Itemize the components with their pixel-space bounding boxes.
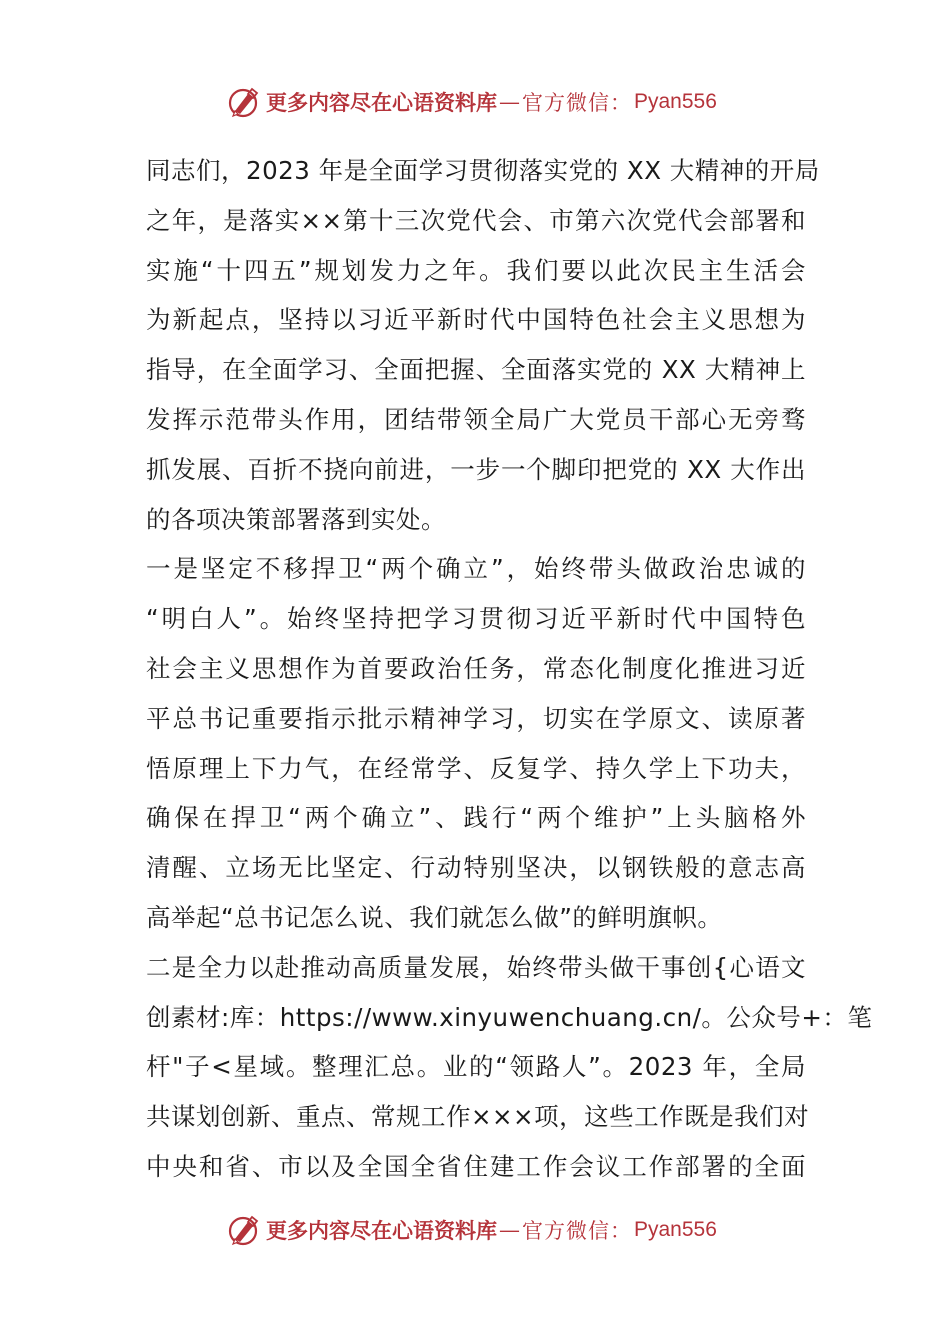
text-line: 发挥示范带头作用，团结带领全局广大党员干部心无旁骛 <box>146 404 806 434</box>
header-wechat-id: Pyan556 <box>634 90 717 113</box>
text-line: 实施“十四五”规划发力之年。我们要以此次民主生活会 <box>146 255 806 285</box>
text-line: 抓发展、百折不挠向前进，一步一个脚印把党的 XX 大作出 <box>146 454 806 484</box>
text-line: 之年，是落实××第十三次党代会、市第六次党代会部署和 <box>146 205 806 235</box>
text-line: 同志们，2023 年是全面学习贯彻落实党的 XX 大精神的开局 <box>146 156 820 185</box>
footer-wechat-label: 官方微信： <box>522 1219 632 1243</box>
text-line: 悟原理上下力气，在经常学、反复学、持久学上下功夫， <box>146 753 806 783</box>
footer-brand-text: 更多内容尽在心语资料库 <box>266 1218 497 1243</box>
text-line: 二是全力以赴推动高质量发展，始终带头做干事创{心语文 <box>146 952 806 982</box>
text-line: 高举起“总书记怎么说、我们就怎么做”的鲜明旗帜。 <box>146 902 723 932</box>
footer-wechat-id: Pyan556 <box>634 1218 717 1241</box>
footer-banner <box>226 1210 746 1250</box>
text-line: 杆"子<星域。整理汇总。业的“领路人”。2023 年，全局 <box>146 1052 806 1082</box>
text-line: 一是坚定不移捍卫“两个确立”，始终带头做政治忠诚的 <box>146 554 806 584</box>
text-line: “明白人”。始终坚持把学习贯彻习近平新时代中国特色 <box>146 604 806 634</box>
text-line: 平总书记重要指示批示精神学习，切实在学原文、读原著 <box>146 703 806 733</box>
text-line: 确保在捍卫“两个确立”、践行“两个维护”上头脑格外 <box>146 803 806 833</box>
text-line: 中央和省、市以及全国全省住建工作会议工作部署的全面 <box>146 1151 806 1181</box>
header-separator: — <box>499 90 520 114</box>
text-line: 共谋划创新、重点、常规工作×××项，这些工作既是我们对 <box>146 1102 810 1132</box>
text-line: 为新起点，坚持以习近平新时代中国特色社会主义思想为 <box>146 305 806 335</box>
header-banner <box>226 82 746 122</box>
footer-separator: — <box>499 1218 520 1242</box>
pen-nib-logo-icon <box>226 1212 262 1248</box>
header-brand-text: 更多内容尽在心语资料库 <box>266 90 497 115</box>
text-line: 指导，在全面学习、全面把握、全面落实党的 XX 大精神上 <box>146 355 806 385</box>
pen-nib-logo-icon <box>226 84 262 120</box>
text-line: 社会主义思想作为首要政治任务，常态化制度化推进习近 <box>146 653 806 683</box>
header-wechat-label: 官方微信： <box>522 91 632 115</box>
text-line: 创素材:库：https://www.xinyuwenchuang.cn/。公众号+：笔 <box>146 1002 873 1032</box>
text-line: 清醒、立场无比坚定、行动特别坚决，以钢铁般的意志高 <box>146 853 806 883</box>
document-body <box>146 146 873 1192</box>
text-line: 的各项决策部署落到实处。 <box>146 504 446 534</box>
